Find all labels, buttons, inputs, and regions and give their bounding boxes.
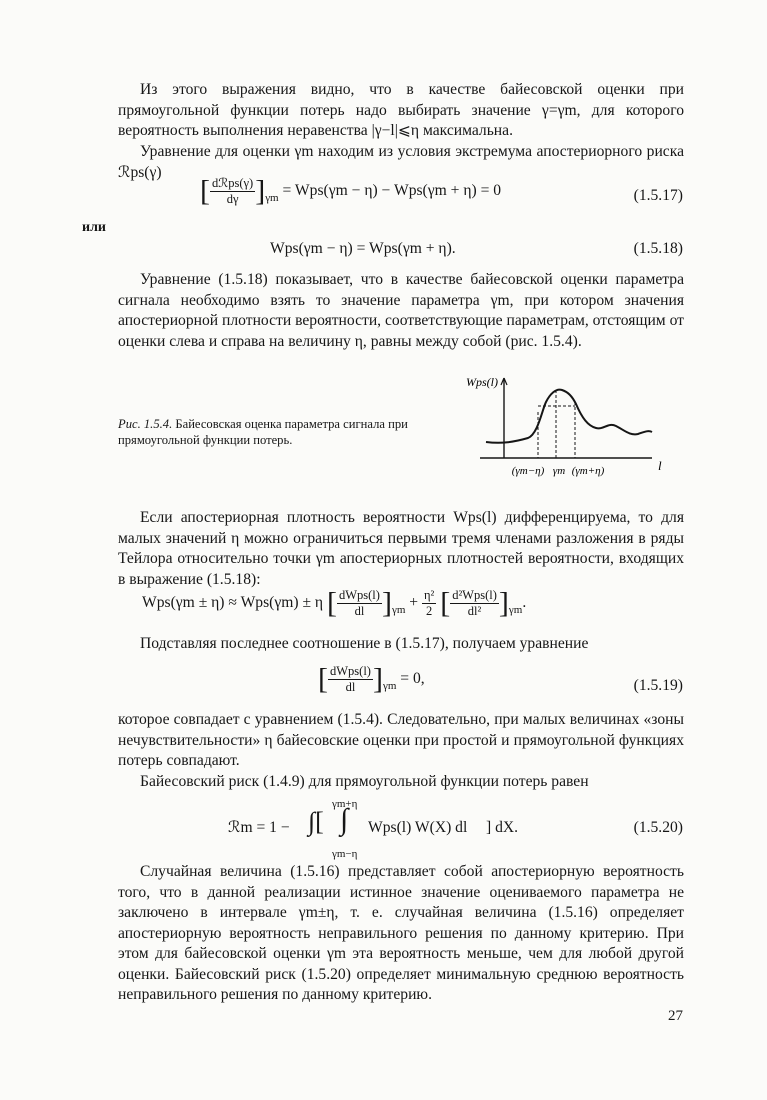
eq1517-label: (1.5.17) [633, 187, 683, 204]
eq1517-denominator: dγ [226, 192, 239, 206]
paragraph-2-text: Уравнение для оценки γm находим из условия экстремума апостериорного риска ℛps(γ) [118, 143, 684, 181]
eq1519-denominator: dl [345, 680, 356, 694]
paragraph-5 [118, 634, 684, 655]
eq1517-numerator: dℛps(γ) [212, 176, 254, 190]
paragraph-5-text: Подставляя последнее соотношение в (1.5.17), получаем уравнение [140, 635, 589, 652]
equation-1-5-18: Wps(γm − η) = Wps(γm + η). [270, 240, 456, 257]
figure-ylabel: Wps(l) [466, 375, 498, 389]
equation-1-5-19: [ $\frac{\text{dWps(l)}}{dl}$ ]$_{\gamma m} = 0$, [318, 662, 425, 696]
figure-xlabel: l [658, 458, 662, 473]
eq1517-rhs: = Wps(γm − η) − Wps(γm + η) = 0 [282, 182, 502, 200]
page-number: 27 [668, 1008, 683, 1024]
equation-taylor: Wps(γm ± η) ≈ Wps(γm) ± η [ $\frac{\text{dWps(l)}}{dl}$ ]$_{\gamma m}$ + $\frac{\text{η²}}{2}$ [ $\frac{\text{d²Wps(l)}}{\text{dl²}}$ ]$_{\gamma m}$. [142, 586, 527, 620]
eq1520-outer-integral: ∫[ [308, 807, 324, 836]
eq1520-integrand: Wps(l) W(X) dl [368, 819, 468, 836]
taylor-eta2-denominator: 2 [426, 604, 433, 618]
word-or: или [82, 220, 106, 235]
eq1518-label: (1.5.18) [633, 240, 683, 257]
paragraph-4 [118, 508, 684, 590]
paragraph-3-text: Уравнение (1.5.18) показывает, что в качестве байесовской оценки параметра сигнала необходимо взять то значение параметра γm, при котором значения апостериорной плотности вероятности, соответствующие параметрам, отстоящим от оценки слева и справа на величину η, равны между собой (рис. 1.5.4). [118, 271, 684, 350]
taylor-subscript-2: γm [508, 604, 523, 617]
eq1520-close: ] dX. [486, 819, 519, 836]
paragraph-7-text: Байесовский риск (1.4.9) для прямоугольной функции потерь равен [140, 773, 589, 790]
eq1520-inner-integral: ∫ [340, 803, 349, 836]
eq1520-lower-limit: γm−η [332, 848, 358, 860]
tick-right-label: (γm+η) [571, 465, 605, 477]
taylor-f1-numerator: dWps(l) [338, 588, 380, 602]
eq1519-rhs: = 0, [400, 670, 425, 688]
figure-caption-prefix: Рис. 1.5.4. [118, 417, 173, 431]
eq1519-subscript: γm [382, 680, 397, 693]
figure-axes [480, 378, 652, 458]
eq1520-upper-limit: γm+η [332, 798, 358, 810]
density-curve [486, 390, 652, 443]
taylor-f1-denominator: dl [354, 604, 365, 618]
paragraph-6 [118, 710, 684, 772]
taylor-end: . [522, 594, 527, 612]
paragraph-4-text: Если апостериорная плотность вероятности Wps(l) дифференцируема, то для малых значений η можно ограничиться первыми тремя членами разложения в ряды Тейлора относительно точки γm апостериорных плотностей вероятности, входящих в выражение (1.5.18): [118, 509, 684, 588]
paragraph-8 [118, 862, 684, 1006]
eq1519-label: (1.5.19) [633, 677, 683, 694]
paragraph-7 [118, 772, 684, 793]
taylor-lhs: Wps(γm ± η) ≈ Wps(γm) ± η [142, 594, 324, 612]
taylor-plus: + [409, 594, 419, 612]
taylor-f2-numerator: d²Wps(l) [452, 588, 497, 602]
paragraph-8-text: Случайная величина (1.5.16) представляет собой апостериорную вероятность того, что в данной реализации истинное значение оцениваемого параметра не заключено в интервале γm±η, т. е. случайная величина (1.5.16) определяет апостериорную вероятность неправильного решения по данному критерию. При этом для байесовской оценки γm эта вероятность меньше, чем для любой другой оценки. Байесовский риск (1.5.20) определяет минимальную среднюю вероятность неправильного решения по данному критерию. [118, 863, 684, 1003]
paragraph-1 [118, 80, 684, 142]
eq1520-lhs: ℛm = 1 − [228, 819, 290, 836]
taylor-subscript-1: γm [391, 604, 406, 617]
tick-left-label: (γm−η) [511, 465, 545, 477]
taylor-f2-denominator: dl² [467, 604, 482, 618]
eq1517-subscript: γm [265, 192, 279, 205]
eq1520-label: (1.5.20) [633, 819, 683, 836]
paragraph-1-text: Из этого выражения видно, что в качестве байесовской оценки при прямоугольной функции потерь надо выбирать значение γ=γm, для которого вероятность выполнения неравенства |γ−l|⩽η максимальна. [118, 81, 684, 139]
paragraph-6-text: которое совпадает с уравнением (1.5.4). Следовательно, при малых величинах «зоны нечувствительности» η байесовские оценки при простой и прямоугольной функциях потерь совпадают. [118, 711, 684, 769]
tick-mid-label: γm [552, 465, 566, 477]
taylor-eta2-numerator: η² [423, 588, 435, 602]
figure-caption-text: Байесовская оценка параметра сигнала при прямоугольной функции потерь. [118, 417, 408, 447]
figure-caption [118, 417, 458, 448]
paragraph-3 [118, 270, 684, 352]
equation-1-5-20 [228, 798, 548, 860]
equation-1-5-17: [ $\frac{\text{dℛps(γ)}}{d\gamma}$ ]$_{\gamma m} = Wps(\gamma m - \eta) - Wps(\gamma m + \eta) = 0$ [200, 174, 502, 208]
figure-1-5-4 [466, 370, 682, 480]
eq1519-numerator: dWps(l) [330, 664, 371, 678]
